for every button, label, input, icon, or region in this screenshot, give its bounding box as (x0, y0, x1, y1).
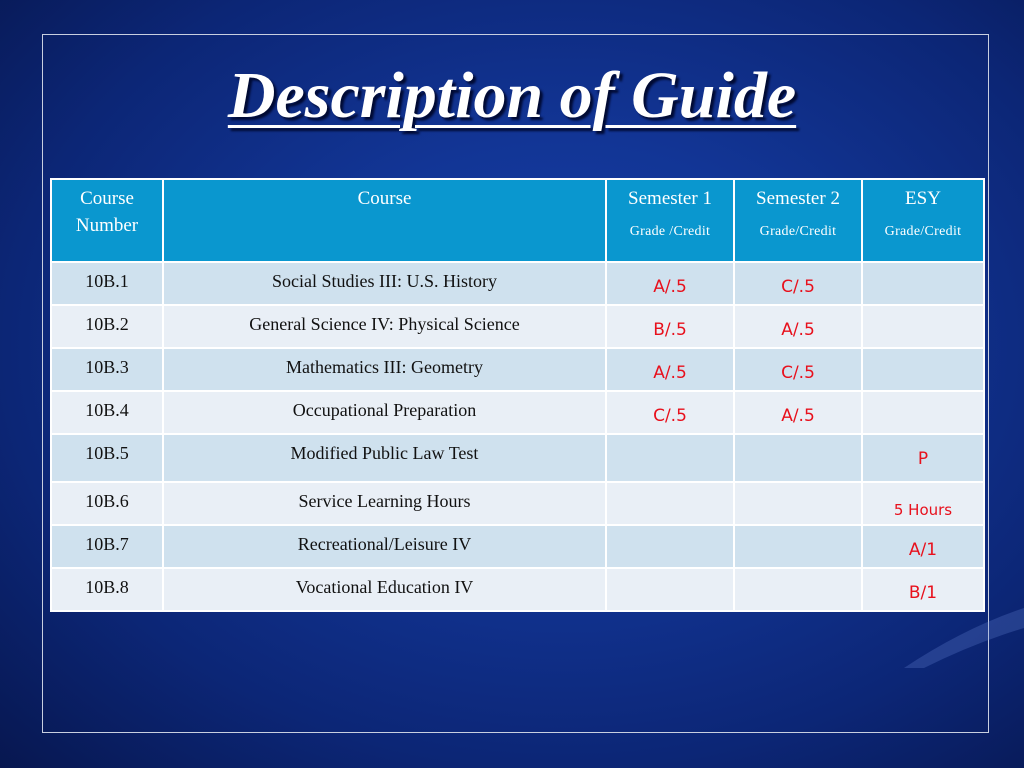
semester-2-grade-cell (734, 434, 862, 482)
esy-grade-cell: 5 Hours (862, 482, 984, 525)
header-semester-1 (606, 179, 734, 262)
esy-grade-cell (862, 348, 984, 391)
semester-1-grade-cell: B/.5 (606, 305, 734, 348)
semester-1-grade-cell (606, 568, 734, 611)
course-name-cell: Recreational/Leisure IV (163, 525, 606, 568)
table-row (51, 568, 984, 611)
course-guide-table (50, 178, 985, 612)
esy-grade-cell: B/1 (862, 568, 984, 611)
esy-grade-cell (862, 305, 984, 348)
header-course-number: Course Number (51, 179, 163, 262)
semester-1-grade-cell: A/.5 (606, 262, 734, 305)
course-number-cell: 10B.8 (51, 568, 163, 611)
slide-title: Description of Guide (227, 59, 797, 132)
esy-grade-cell (862, 391, 984, 434)
semester-1-grade-cell (606, 482, 734, 525)
semester-1-grade-cell (606, 525, 734, 568)
header-semester-1-label: Semester 1 (628, 188, 712, 209)
header-semester-2 (734, 179, 862, 262)
table-row (51, 391, 984, 434)
background-swoosh (904, 608, 1024, 668)
table-header-row (51, 179, 984, 262)
header-semester-2-label: Semester 2 (756, 188, 840, 209)
semester-1-grade-cell: C/.5 (606, 391, 734, 434)
semester-2-grade-cell (734, 525, 862, 568)
course-name-cell: Service Learning Hours (163, 482, 606, 525)
semester-1-grade-cell: A/.5 (606, 348, 734, 391)
table-row (51, 305, 984, 348)
course-name-cell: Mathematics III: Geometry (163, 348, 606, 391)
semester-2-grade-cell: C/.5 (734, 262, 862, 305)
table-row (51, 348, 984, 391)
course-name-cell: Social Studies III: U.S. History (163, 262, 606, 305)
esy-grade-cell: P (862, 434, 984, 482)
esy-grade-cell (862, 262, 984, 305)
course-name-cell: Vocational Education IV (163, 568, 606, 611)
table-row (51, 525, 984, 568)
header-esy (862, 179, 984, 262)
table-row (51, 482, 984, 525)
header-esy-label: ESY (905, 188, 941, 209)
semester-2-grade-cell: A/.5 (734, 391, 862, 434)
semester-2-grade-cell (734, 482, 862, 525)
course-number-cell: 10B.6 (51, 482, 163, 525)
header-semester-2-sub: Grade/Credit (759, 224, 837, 239)
course-number-cell: 10B.5 (51, 434, 163, 482)
course-number-cell: 10B.2 (51, 305, 163, 348)
course-number-cell: 10B.4 (51, 391, 163, 434)
esy-grade-cell: A/1 (862, 525, 984, 568)
semester-2-grade-cell (734, 568, 862, 611)
table-row (51, 434, 984, 482)
semester-2-grade-cell: C/.5 (734, 348, 862, 391)
course-name-cell: Modified Public Law Test (163, 434, 606, 482)
course-name-cell: Occupational Preparation (163, 391, 606, 434)
course-number-cell: 10B.3 (51, 348, 163, 391)
semester-1-grade-cell (606, 434, 734, 482)
course-number-cell: 10B.7 (51, 525, 163, 568)
course-number-cell: 10B.1 (51, 262, 163, 305)
header-semester-1-sub: Grade /Credit (629, 224, 711, 239)
header-course: Course (163, 179, 606, 262)
course-name-cell: General Science IV: Physical Science (163, 305, 606, 348)
header-esy-sub: Grade/Credit (884, 224, 962, 239)
semester-2-grade-cell: A/.5 (734, 305, 862, 348)
table-row (51, 262, 984, 305)
